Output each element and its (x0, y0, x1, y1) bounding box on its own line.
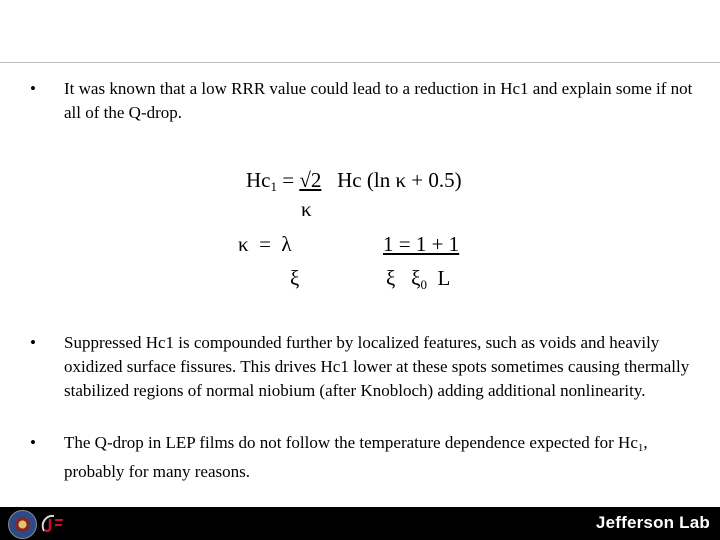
xi-denom-subscript: 0 (420, 277, 427, 292)
kappa-denominator: ξ (290, 266, 300, 290)
lep-text-subscript: 1 (637, 442, 644, 454)
hc1-denominator: κ (301, 197, 312, 221)
hc1-sqrt2: √2 (299, 168, 322, 192)
lep-text-before: The Q-drop in LEP films do not follow the temperature dependence expected for Hc (64, 433, 638, 452)
bullet-text-rrr: It was known that a low RRR value could lead to a reduction in Hc1 and explain some if not all of the Q-drop. (64, 79, 693, 122)
bullet-marker-1: • (30, 79, 36, 98)
xi-denom-a: ξ ξ (386, 266, 421, 290)
jefferson-lab-logo: Jefferson Lab (595, 513, 710, 532)
lep-text-after: , probably for many reasons. (64, 433, 648, 481)
equation-hc1 (246, 168, 462, 195)
xi-numerator: 1 = 1 + 1 (383, 232, 460, 256)
xi-denominator (386, 266, 450, 293)
bullet-text-lep-films (64, 431, 694, 484)
hc1-rhs: Hc (ln κ + 0.5) (321, 168, 462, 192)
jsa-logo-icon (38, 511, 68, 536)
bullet-text-suppressed-hc1: Suppressed Hc1 is compounded further by localized features, such as voids and heavily oxidized surface fissures. This drives Hc1 lower at these spots sometimes causing thermally stabilized regions of normal niobium (after Knobloch) adding additional nonlinearity. (64, 333, 690, 400)
hc1-subscript: 1 (270, 179, 277, 194)
hc1-lhs: Hc (246, 168, 271, 192)
footer-bar (0, 507, 720, 540)
xi-denom-b: L (426, 266, 451, 290)
doe-seal-icon (8, 510, 37, 539)
hc1-equals: = (277, 168, 300, 192)
title-divider (0, 62, 720, 63)
kappa-numerator: κ = λ (238, 232, 292, 256)
bullet-marker-2: • (30, 333, 36, 352)
bullet-marker-3: • (30, 433, 36, 452)
